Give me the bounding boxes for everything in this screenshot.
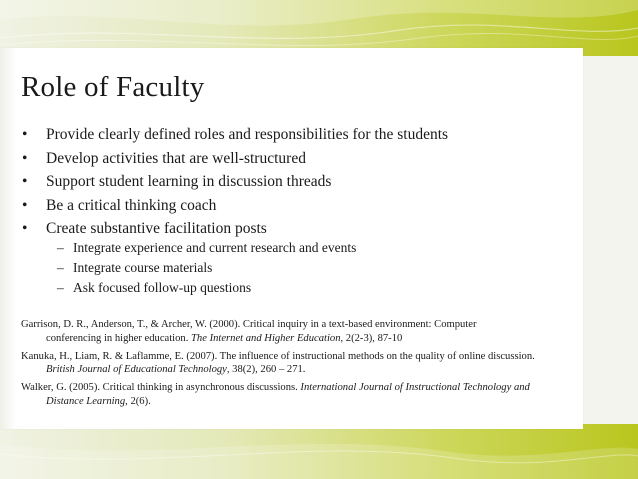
panel-edge-shade	[0, 48, 16, 429]
sub-bullet-text: Ask focused follow-up questions	[73, 280, 252, 295]
journal-title: International Journal of Instructional Technology and	[300, 382, 530, 393]
reference-entry	[21, 318, 566, 345]
reference-line: Garrison, D. R., Anderson, T., & Archer, W. (2000). Critical inquiry in a text-based environment: Computer	[21, 319, 477, 330]
bullet-marker: •	[22, 149, 28, 167]
reference-text: conferencing in higher education.	[46, 332, 192, 344]
sub-bullet-text: Integrate course materials	[73, 260, 213, 275]
sub-bullet-list	[57, 238, 356, 298]
sub-bullet-item	[57, 278, 356, 298]
dash-marker: –	[57, 260, 64, 275]
reference-continuation	[21, 363, 566, 377]
bullet-marker: •	[22, 220, 28, 237]
bullet-text: Be a critical thinking coach	[46, 196, 217, 214]
bullet-marker: •	[22, 126, 28, 143]
bullet-list	[22, 123, 448, 241]
reference-text: , 2(2-3), 87-10	[340, 332, 403, 344]
bullet-item	[22, 147, 448, 171]
bullet-item	[22, 170, 448, 194]
reference-entry	[21, 350, 566, 377]
journal-title: British Journal of Educational Technology	[46, 364, 227, 375]
bottom-decorative-band	[0, 424, 638, 479]
journal-title: Distance Learning	[46, 395, 126, 407]
bullet-text: Develop activities that are well-structured	[46, 149, 306, 167]
journal-title: The Internet and Higher Education	[191, 332, 341, 344]
bullet-text: Provide clearly defined roles and responsibilities for the students	[46, 126, 449, 143]
sub-bullet-text: Integrate experience and current research and events	[73, 240, 357, 255]
sub-bullet-item	[57, 238, 356, 258]
reference-text: , 2(6).	[125, 395, 151, 407]
dash-marker: –	[57, 240, 64, 255]
reference-continuation	[21, 395, 566, 409]
reference-line: Walker, G. (2005). Critical thinking in asynchronous discussions.	[21, 382, 301, 393]
references	[21, 318, 566, 413]
reference-entry	[21, 381, 566, 408]
bullet-marker: •	[22, 196, 28, 214]
bullet-item	[22, 217, 448, 241]
bullet-text: Support student learning in discussion threads	[46, 173, 332, 190]
slide-title: Role of Faculty	[21, 71, 205, 103]
bullet-text: Create substantive facilitation posts	[46, 220, 267, 237]
wave-decoration-bottom	[0, 424, 638, 479]
bullet-marker: •	[22, 173, 28, 190]
sub-bullet-item	[57, 258, 356, 278]
bullet-item	[22, 194, 448, 218]
bullet-item	[22, 123, 448, 147]
dash-marker: –	[57, 280, 64, 295]
reference-text: , 38(2), 260 – 271.	[226, 364, 306, 375]
reference-continuation	[21, 332, 566, 346]
reference-line: Kanuka, H., Liam, R. & Laflamme, E. (2007). The influence of instructional methods on the quality of online discussion.	[21, 350, 535, 362]
